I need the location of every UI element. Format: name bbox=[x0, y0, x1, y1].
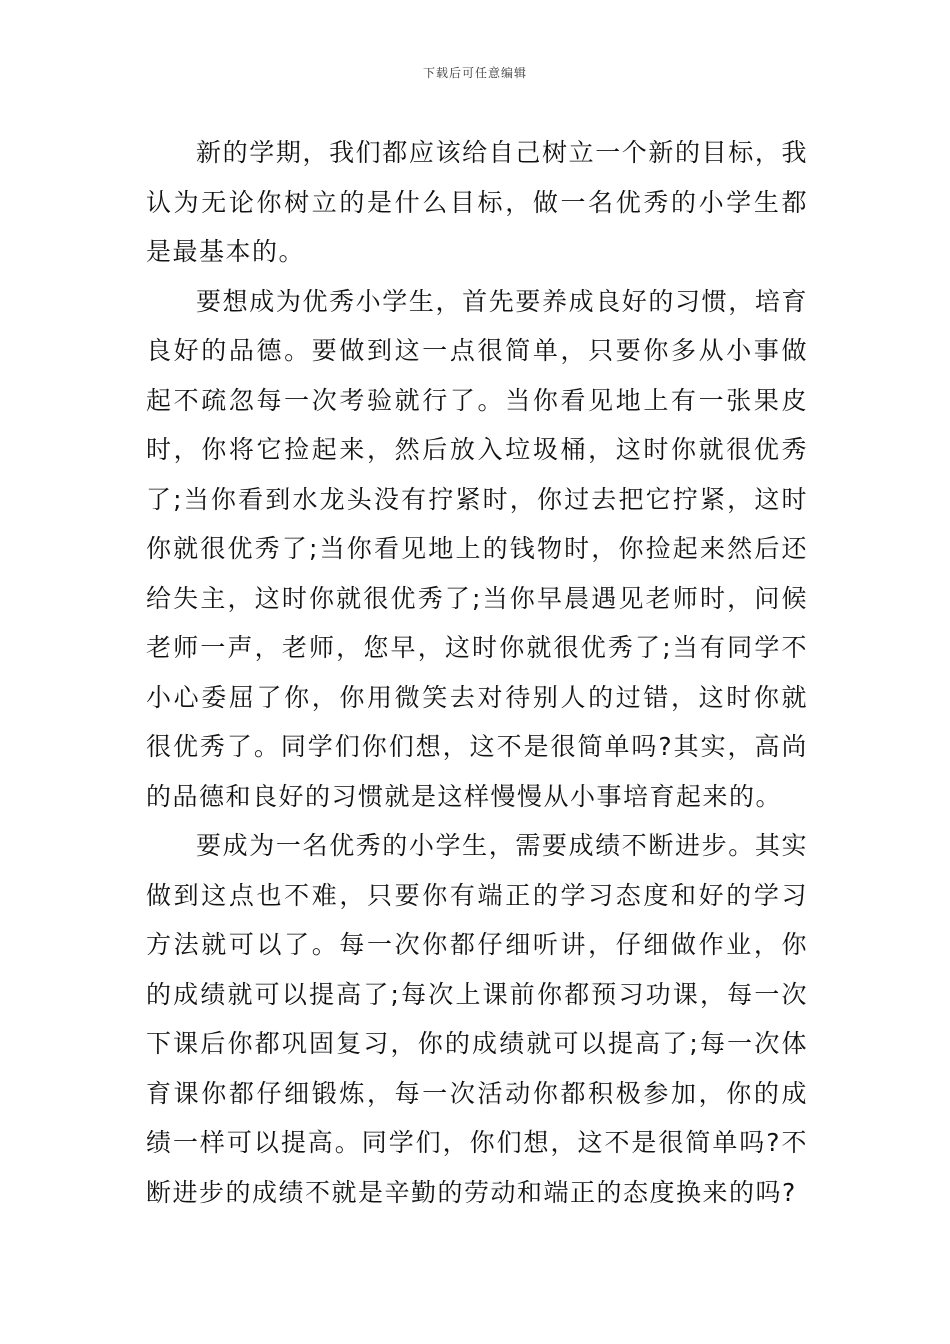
paragraph-1: 新的学期，我们都应该给自己树立一个新的目标，我认为无论你树立的是什么目标，做一名优秀的小学生都是最基本的。 bbox=[146, 138, 808, 266]
paragraph-3: 要成为一名优秀的小学生，需要成绩不断进步。其实做到这点也不难，只要你有端正的学习态度和好的学习方法就可以了。每一次你都仔细听讲，仔细做作业，你的成绩就可以提高了;每次上课前你都预习功课，每一次下课后你都巩固复习，你的成绩就可以提高了;每一次体育课你都仔细锻炼，每一次活动你都积极参加，你的成绩一样可以提高。同学们，你们想，这不是很简单吗?不断进步的成绩不就是辛勤的劳动和端正的态度换来的吗? bbox=[146, 831, 808, 1207]
page-header-note: 下载后可任意编辑 bbox=[422, 66, 527, 80]
document-body bbox=[146, 128, 808, 1217]
paragraph-2: 要想成为优秀小学生，首先要养成良好的习惯，培育良好的品德。要做到这一点很简单，只要你多从小事做起不疏忽每一次考验就行了。当你看见地上有一张果皮时，你将它捡起来，然后放入垃圾桶，这时你就很优秀了;当你看到水龙头没有拧紧时，你过去把它拧紧，这时你就很优秀了;当你看见地上的钱物时，你捡起来然后还给失主，这时你就很优秀了;当你早晨遇见老师时，问候老师一声，老师，您早，这时你就很优秀了;当有同学不小心委屈了你，你用微笑去对待别人的过错，这时你就很优秀了。同学们你们想，这不是很简单吗?其实，高尚的品德和良好的习惯就是这样慢慢从小事培育起来的。 bbox=[146, 286, 808, 811]
